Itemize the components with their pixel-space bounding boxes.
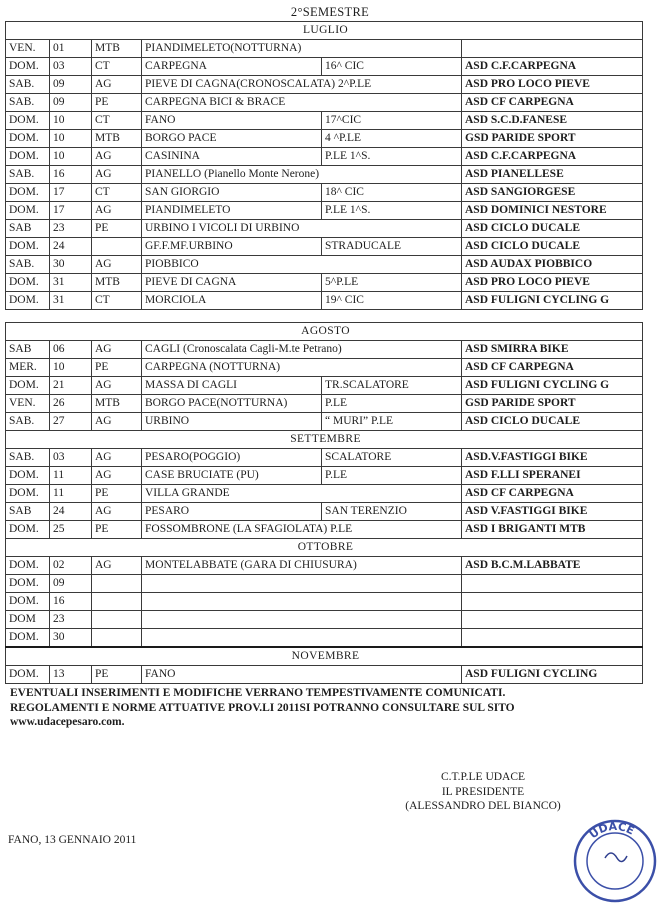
event-type: PE [92, 521, 142, 539]
event-place: CASE BRUCIATE (PU) [142, 467, 322, 485]
event-type: PE [92, 220, 142, 238]
event-category: 19^ CIC [322, 292, 462, 310]
event-row [6, 521, 643, 539]
event-day: SAB [6, 341, 50, 359]
event-organizer: GSD PARIDE SPORT [462, 395, 643, 413]
event-day: DOM. [6, 629, 50, 648]
event-place: PIOBBICO [142, 256, 462, 274]
event-day: VEN. [6, 395, 50, 413]
event-type: PE [92, 359, 142, 377]
event-type: MTB [92, 130, 142, 148]
event-row [6, 629, 643, 648]
event-category: SAN TERENZIO [322, 503, 462, 521]
event-organizer: ASD FULIGNI CYCLING G [462, 292, 643, 310]
event-organizer: ASD V.FASTIGGI BIKE [462, 503, 643, 521]
event-date: 09 [50, 76, 92, 94]
event-type: AG [92, 467, 142, 485]
event-date: 02 [50, 557, 92, 575]
event-type [92, 611, 142, 629]
event-type: AG [92, 256, 142, 274]
event-date: 21 [50, 377, 92, 395]
event-date: 23 [50, 220, 92, 238]
signature-role: IL PRESIDENTE [441, 785, 525, 798]
event-date: 11 [50, 467, 92, 485]
event-date: 31 [50, 292, 92, 310]
event-organizer: ASD PIANELLESE [462, 166, 643, 184]
event-day: DOM. [6, 130, 50, 148]
event-place: BORGO PACE [142, 130, 322, 148]
event-type: AG [92, 449, 142, 467]
event-day: DOM. [6, 184, 50, 202]
event-category: 4 ^P.LE [322, 130, 462, 148]
event-day: SAB. [6, 76, 50, 94]
signature-name: (ALESSANDRO DEL BIANCO) [405, 800, 561, 812]
event-row [6, 184, 643, 202]
event-day: DOM. [6, 557, 50, 575]
event-date: 03 [50, 58, 92, 76]
event-category: “ MURI” P.LE [322, 413, 462, 431]
event-row [6, 413, 643, 431]
event-day: DOM. [6, 666, 50, 684]
event-row [6, 166, 643, 184]
event-row [6, 359, 643, 377]
event-day: DOM. [6, 148, 50, 166]
event-organizer: ASD.V.FASTIGGI BIKE [462, 449, 643, 467]
event-row [6, 485, 643, 503]
event-row [6, 395, 643, 413]
event-day: SAB [6, 503, 50, 521]
event-row [6, 220, 643, 238]
signature-org: C.T.P.LE UDACE [440, 771, 526, 783]
event-category: TR.SCALATORE [322, 377, 462, 395]
event-organizer: ASD SMIRRA BIKE [462, 341, 643, 359]
event-organizer: ASD C.F.CARPEGNA [462, 148, 643, 166]
event-organizer: ASD DOMINICI NESTORE [462, 202, 643, 220]
event-organizer: ASD PRO LOCO PIEVE [462, 274, 643, 292]
event-type: AG [92, 503, 142, 521]
event-organizer: ASD CICLO DUCALE [462, 238, 643, 256]
event-organizer: ASD CICLO DUCALE [462, 220, 643, 238]
event-date: 27 [50, 413, 92, 431]
stamp-text: UDACE [586, 819, 637, 842]
notes-line-1: EVENTUALI INSERIMENTI E MODIFICHE VERRANO TEMPESTIVAMENTE COMUNICATI. [10, 687, 506, 699]
event-type [92, 593, 142, 611]
event-row [6, 575, 643, 593]
event-organizer: ASD AUDAX PIOBBICO [462, 256, 643, 274]
event-day: DOM. [6, 292, 50, 310]
event-place [142, 611, 462, 629]
event-row [6, 377, 643, 395]
event-day: SAB. [6, 413, 50, 431]
event-date: 06 [50, 341, 92, 359]
event-place [142, 629, 462, 648]
event-place: VILLA GRANDE [142, 485, 462, 503]
event-organizer: ASD PRO LOCO PIEVE [462, 76, 643, 94]
event-row [6, 557, 643, 575]
event-category: P.LE 1^S. [322, 202, 462, 220]
event-organizer: ASD FULIGNI CYCLING [462, 666, 643, 684]
event-type: MTB [92, 395, 142, 413]
event-date: 11 [50, 485, 92, 503]
event-day: DOM. [6, 112, 50, 130]
event-organizer: GSD PARIDE SPORT [462, 130, 643, 148]
event-row [6, 238, 643, 256]
event-date: 26 [50, 395, 92, 413]
place-date: FANO, 13 GENNAIO 2011 [8, 834, 137, 846]
event-day: SAB. [6, 94, 50, 112]
event-place [142, 575, 462, 593]
event-type: CT [92, 292, 142, 310]
event-day: SAB. [6, 449, 50, 467]
event-category: P.LE 1^S. [322, 148, 462, 166]
event-type: AG [92, 413, 142, 431]
event-category: 16^ CIC [322, 58, 462, 76]
event-date: 17 [50, 184, 92, 202]
event-place: CARPEGNA BICI & BRACE [142, 94, 462, 112]
event-type: PE [92, 485, 142, 503]
event-organizer: ASD I BRIGANTI MTB [462, 521, 643, 539]
event-day: DOM. [6, 238, 50, 256]
event-organizer [462, 611, 643, 629]
event-day: DOM. [6, 575, 50, 593]
event-place: FOSSOMBRONE (LA SFAGIOLATA) P.LE [142, 521, 462, 539]
event-type: AG [92, 166, 142, 184]
event-category: 18^ CIC [322, 184, 462, 202]
event-type: CT [92, 58, 142, 76]
month-header: NOVEMBRE [6, 647, 643, 666]
event-organizer: ASD FULIGNI CYCLING G [462, 377, 643, 395]
event-type [92, 629, 142, 648]
event-row [6, 593, 643, 611]
event-type: CT [92, 112, 142, 130]
event-type: AG [92, 76, 142, 94]
event-date: 10 [50, 359, 92, 377]
event-date: 23 [50, 611, 92, 629]
event-day: SAB [6, 220, 50, 238]
calendar-table-july [5, 21, 643, 310]
event-day: VEN. [6, 40, 50, 58]
event-row [6, 467, 643, 485]
udace-stamp-image [572, 818, 658, 904]
event-type: PE [92, 94, 142, 112]
event-date: 01 [50, 40, 92, 58]
event-day: DOM. [6, 485, 50, 503]
event-date: 17 [50, 202, 92, 220]
event-day: DOM [6, 611, 50, 629]
event-organizer: ASD CICLO DUCALE [462, 413, 643, 431]
event-place: FANO [142, 112, 322, 130]
event-day: SAB. [6, 256, 50, 274]
event-row [6, 256, 643, 274]
event-date: 16 [50, 166, 92, 184]
event-row [6, 449, 643, 467]
event-category: P.LE [322, 395, 462, 413]
event-place: PESARO [142, 503, 322, 521]
event-place: CARPEGNA [142, 58, 322, 76]
event-organizer: ASD SANGIORGESE [462, 184, 643, 202]
event-organizer: ASD B.C.M.LABBATE [462, 557, 643, 575]
event-type: CT [92, 184, 142, 202]
event-place: MORCIOLA [142, 292, 322, 310]
event-place: CARPEGNA (NOTTURNA) [142, 359, 462, 377]
event-place: BORGO PACE(NOTTURNA) [142, 395, 322, 413]
event-organizer: ASD CF CARPEGNA [462, 94, 643, 112]
event-type: AG [92, 557, 142, 575]
event-organizer [462, 593, 643, 611]
event-place: CASININA [142, 148, 322, 166]
event-place: URBINO [142, 413, 322, 431]
event-place: PIANELLO (Pianello Monte Nerone) [142, 166, 462, 184]
event-type [92, 238, 142, 256]
event-organizer: ASD C.F.CARPEGNA [462, 58, 643, 76]
semester-title: 2°SEMESTRE [290, 5, 370, 19]
event-type: MTB [92, 40, 142, 58]
event-row [6, 341, 643, 359]
event-type: MTB [92, 274, 142, 292]
event-type: AG [92, 377, 142, 395]
event-row [6, 130, 643, 148]
notes-line-2: REGOLAMENTI E NORME ATTUATIVE PROV.LI 2011SI POTRANNO CONSULTARE SUL SITO [10, 701, 515, 714]
event-place: GF.F.MF.URBINO [142, 238, 322, 256]
event-date: 24 [50, 503, 92, 521]
month-header: LUGLIO [6, 22, 643, 40]
event-row [6, 274, 643, 292]
event-place: FANO [142, 666, 462, 684]
month-header: OTTOBRE [6, 539, 643, 557]
event-row [6, 112, 643, 130]
event-row [6, 40, 643, 58]
event-category: P.LE [322, 467, 462, 485]
event-date: 09 [50, 575, 92, 593]
event-day: DOM. [6, 467, 50, 485]
event-place: URBINO I VICOLI DI URBINO [142, 220, 462, 238]
event-place: PIANDIMELETO [142, 202, 322, 220]
calendar-table-august-october [5, 322, 643, 684]
event-category: 5^P.LE [322, 274, 462, 292]
event-organizer [462, 575, 643, 593]
event-type: AG [92, 341, 142, 359]
event-place [142, 593, 462, 611]
event-day: DOM. [6, 58, 50, 76]
event-organizer: ASD CF CARPEGNA [462, 359, 643, 377]
month-header: AGOSTO [6, 323, 643, 341]
event-date: 16 [50, 593, 92, 611]
event-date: 24 [50, 238, 92, 256]
event-day: DOM. [6, 593, 50, 611]
event-place: PESARO(POGGIO) [142, 449, 322, 467]
event-day: DOM. [6, 274, 50, 292]
event-type: AG [92, 148, 142, 166]
event-row [6, 76, 643, 94]
event-type: AG [92, 202, 142, 220]
event-day: DOM. [6, 377, 50, 395]
event-place: PIEVE DI CAGNA [142, 274, 322, 292]
event-organizer [462, 629, 643, 648]
event-category: STRADUCALE [322, 238, 462, 256]
notes-website-link[interactable]: www.udacepesaro.com. [10, 716, 125, 728]
event-row [6, 202, 643, 220]
event-date: 30 [50, 256, 92, 274]
event-date: 10 [50, 148, 92, 166]
event-date: 10 [50, 112, 92, 130]
event-day: DOM. [6, 521, 50, 539]
event-day: DOM. [6, 202, 50, 220]
event-type [92, 575, 142, 593]
event-organizer: ASD CF CARPEGNA [462, 485, 643, 503]
event-row [6, 94, 643, 112]
event-day: MER. [6, 359, 50, 377]
event-place: MONTELABBATE (GARA DI CHIUSURA) [142, 557, 462, 575]
event-place: CAGLI (Cronoscalata Cagli-M.te Petrano) [142, 341, 462, 359]
event-type: PE [92, 666, 142, 684]
event-place: PIANDIMELETO(NOTTURNA) [142, 40, 462, 58]
month-header: SETTEMBRE [6, 431, 643, 449]
event-organizer: ASD S.C.D.FANESE [462, 112, 643, 130]
event-date: 10 [50, 130, 92, 148]
event-organizer [462, 40, 643, 58]
event-row [6, 292, 643, 310]
event-organizer: ASD F.LLI SPERANEI [462, 467, 643, 485]
event-place: SAN GIORGIO [142, 184, 322, 202]
notes-block [10, 686, 650, 730]
signature-block [378, 770, 588, 814]
event-date: 25 [50, 521, 92, 539]
event-date: 30 [50, 629, 92, 648]
event-place: PIEVE DI CAGNA(CRONOSCALATA) 2^P.LE [142, 76, 462, 94]
event-row [6, 611, 643, 629]
event-date: 03 [50, 449, 92, 467]
event-category: 17^CIC [322, 112, 462, 130]
event-row [6, 58, 643, 76]
event-row [6, 666, 643, 684]
event-day: SAB. [6, 166, 50, 184]
event-date: 31 [50, 274, 92, 292]
event-row [6, 503, 643, 521]
event-category: SCALATORE [322, 449, 462, 467]
event-date: 13 [50, 666, 92, 684]
event-place: MASSA DI CAGLI [142, 377, 322, 395]
event-date: 09 [50, 94, 92, 112]
event-row [6, 148, 643, 166]
